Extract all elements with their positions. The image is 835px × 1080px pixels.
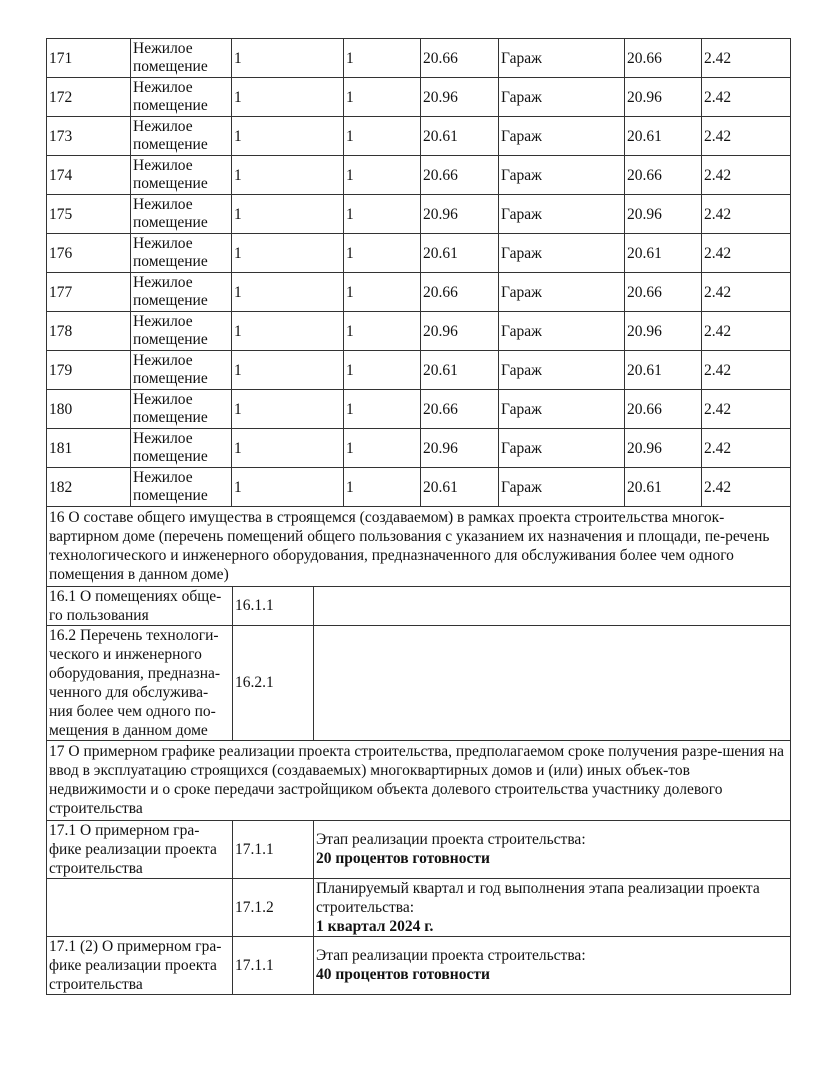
unit-number-cell: 173: [47, 117, 131, 156]
section-17-1-value-bold: 20 процентов готовности: [316, 850, 490, 867]
unit-purpose-cell: Гараж: [499, 234, 625, 273]
section-17-1-2nd-value-bold: 40 процентов готовности: [316, 966, 490, 983]
unit-number-cell: 180: [47, 390, 131, 429]
section-16-table: [46, 506, 791, 995]
unit-col4-cell: 1: [344, 39, 421, 78]
unit-type-cell: Нежилое помещение: [131, 195, 232, 234]
section-17-1-2-value-bold: 1 квартал 2024 г.: [316, 917, 434, 935]
table-row: [47, 39, 791, 78]
section-17-1-2-label: [47, 878, 233, 936]
unit-col3-cell: 1: [232, 78, 344, 117]
table-row: [47, 78, 791, 117]
section-16-2-code: 16.2.1: [233, 625, 314, 740]
unit-type-cell: Нежилое помещение: [131, 468, 232, 507]
unit-type-cell: Нежилое помещение: [131, 429, 232, 468]
unit-purpose-cell: Гараж: [499, 390, 625, 429]
unit-col3-cell: 1: [232, 117, 344, 156]
section-17-1-2nd-value-label: Этап реализации проекта строительства:: [316, 947, 586, 964]
section-16-1-label: 16.1 О помещениях обще-го пользования: [47, 586, 233, 625]
unit-area-cell: 20.61: [421, 351, 499, 390]
unit-type-cell: Нежилое помещение: [131, 39, 232, 78]
unit-type-cell: Нежилое помещение: [131, 390, 232, 429]
units-table-body: [47, 39, 791, 507]
unit-col4-cell: 1: [344, 312, 421, 351]
unit-number-cell: 182: [47, 468, 131, 507]
unit-area-2-cell: 20.61: [625, 468, 702, 507]
unit-col4-cell: 1: [344, 117, 421, 156]
table-row: [47, 156, 791, 195]
unit-col3-cell: 1: [232, 273, 344, 312]
section-17-1-row: [47, 820, 791, 878]
unit-col4-cell: 1: [344, 195, 421, 234]
table-row: [47, 390, 791, 429]
unit-col3-cell: 1: [232, 468, 344, 507]
unit-number-cell: 181: [47, 429, 131, 468]
table-row: [47, 312, 791, 351]
section-16-1-row: [47, 586, 791, 625]
unit-area-2-cell: 20.66: [625, 273, 702, 312]
unit-area-cell: 20.61: [421, 117, 499, 156]
section-16-2-value: [314, 625, 791, 740]
unit-col3-cell: 1: [232, 39, 344, 78]
section-16-header-row: [47, 506, 791, 586]
unit-col4-cell: 1: [344, 234, 421, 273]
section-17-1-2-value: [314, 878, 791, 936]
unit-height-cell: 2.42: [702, 429, 791, 468]
unit-number-cell: 171: [47, 39, 131, 78]
unit-height-cell: 2.42: [702, 468, 791, 507]
unit-number-cell: 179: [47, 351, 131, 390]
section-16-heading: 16 О составе общего имущества в строящемся (создаваемом) в рамках проекта строительства многок-вартирном доме (перечень помещений общего пользования с указанием их назначения и площади, пе-речень технологического и инженерного оборудования, предназначенного для обслуживания более чем одного помещения в данном доме): [47, 506, 791, 586]
unit-number-cell: 178: [47, 312, 131, 351]
unit-col3-cell: 1: [232, 312, 344, 351]
unit-area-cell: 20.66: [421, 156, 499, 195]
unit-area-cell: 20.66: [421, 390, 499, 429]
unit-type-cell: Нежилое помещение: [131, 234, 232, 273]
unit-area-cell: 20.61: [421, 234, 499, 273]
table-row: [47, 351, 791, 390]
section-17-1-value: [314, 820, 791, 878]
unit-col4-cell: 1: [344, 78, 421, 117]
unit-height-cell: 2.42: [702, 312, 791, 351]
section-17-1-label: 17.1 О примерном гра-фике реализации проекта строительства: [47, 820, 233, 878]
unit-col4-cell: 1: [344, 468, 421, 507]
unit-area-cell: 20.96: [421, 312, 499, 351]
section-17-heading: 17 О примерном графике реализации проекта строительства, предполагаемом сроке получения разре-шения на ввод в эксплуатацию строящихся (создаваемых) многоквартирных домов и (или) иных объек-тов недвижимости и о сроке передачи застройщиком объекта долевого строительства участнику долевого строительства: [47, 740, 791, 820]
unit-area-cell: 20.66: [421, 273, 499, 312]
unit-col4-cell: 1: [344, 273, 421, 312]
table-row: [47, 429, 791, 468]
unit-type-cell: Нежилое помещение: [131, 78, 232, 117]
unit-height-cell: 2.42: [702, 195, 791, 234]
units-table: [46, 38, 791, 507]
unit-number-cell: 177: [47, 273, 131, 312]
unit-col3-cell: 1: [232, 234, 344, 273]
unit-col3-cell: 1: [232, 195, 344, 234]
unit-col3-cell: 1: [232, 390, 344, 429]
unit-height-cell: 2.42: [702, 390, 791, 429]
unit-purpose-cell: Гараж: [499, 39, 625, 78]
section-17-1-2nd-row: [47, 936, 791, 994]
unit-type-cell: Нежилое помещение: [131, 351, 232, 390]
unit-area-cell: 20.96: [421, 195, 499, 234]
unit-area-2-cell: 20.96: [625, 429, 702, 468]
section-16-1-value: [314, 586, 791, 625]
unit-height-cell: 2.42: [702, 78, 791, 117]
section-16-1-code: 16.1.1: [233, 586, 314, 625]
section-17-1-2nd-label: 17.1 (2) О примерном гра-фике реализации проекта строительства: [47, 936, 233, 994]
unit-purpose-cell: Гараж: [499, 312, 625, 351]
table-row: [47, 234, 791, 273]
unit-area-cell: 20.61: [421, 468, 499, 507]
unit-purpose-cell: Гараж: [499, 117, 625, 156]
unit-area-2-cell: 20.96: [625, 78, 702, 117]
unit-purpose-cell: Гараж: [499, 78, 625, 117]
unit-number-cell: 175: [47, 195, 131, 234]
unit-area-2-cell: 20.96: [625, 312, 702, 351]
unit-purpose-cell: Гараж: [499, 351, 625, 390]
unit-number-cell: 176: [47, 234, 131, 273]
unit-area-cell: 20.96: [421, 429, 499, 468]
section-17-1-2nd-value: [314, 936, 791, 994]
unit-area-cell: 20.96: [421, 78, 499, 117]
unit-area-2-cell: 20.61: [625, 351, 702, 390]
unit-purpose-cell: Гараж: [499, 273, 625, 312]
unit-height-cell: 2.42: [702, 234, 791, 273]
unit-area-cell: 20.66: [421, 39, 499, 78]
section-16-2-row: [47, 625, 791, 740]
unit-number-cell: 174: [47, 156, 131, 195]
unit-type-cell: Нежилое помещение: [131, 273, 232, 312]
section-17-header-row: [47, 740, 791, 820]
unit-col4-cell: 1: [344, 351, 421, 390]
section-17-1-value-label: Этап реализации проекта строительства:: [316, 831, 586, 848]
unit-height-cell: 2.42: [702, 273, 791, 312]
table-row: [47, 273, 791, 312]
unit-purpose-cell: Гараж: [499, 195, 625, 234]
unit-area-2-cell: 20.66: [625, 39, 702, 78]
unit-height-cell: 2.42: [702, 39, 791, 78]
unit-purpose-cell: Гараж: [499, 468, 625, 507]
table-row: [47, 195, 791, 234]
section-17-1-2-code: 17.1.2: [233, 878, 314, 936]
unit-number-cell: 172: [47, 78, 131, 117]
unit-height-cell: 2.42: [702, 351, 791, 390]
section-17-1-2-value-label: Планируемый квартал и год выполнения этапа реализации проекта строительства:: [316, 879, 760, 916]
unit-col3-cell: 1: [232, 156, 344, 195]
section-16-2-label: 16.2 Перечень технологи-ческого и инженерного оборудования, предназна-ченного для обслужива-ния более чем одного по-мещения в данном доме: [47, 625, 233, 740]
unit-col3-cell: 1: [232, 429, 344, 468]
table-row: [47, 117, 791, 156]
unit-col3-cell: 1: [232, 351, 344, 390]
unit-purpose-cell: Гараж: [499, 156, 625, 195]
unit-area-2-cell: 20.61: [625, 234, 702, 273]
unit-area-2-cell: 20.61: [625, 117, 702, 156]
unit-height-cell: 2.42: [702, 156, 791, 195]
unit-area-2-cell: 20.66: [625, 156, 702, 195]
unit-area-2-cell: 20.66: [625, 390, 702, 429]
unit-height-cell: 2.42: [702, 117, 791, 156]
unit-area-2-cell: 20.96: [625, 195, 702, 234]
unit-col4-cell: 1: [344, 429, 421, 468]
document-page: [46, 38, 790, 995]
unit-col4-cell: 1: [344, 156, 421, 195]
section-17-1-code: 17.1.1: [233, 820, 314, 878]
section-17-1-2-row: [47, 878, 791, 936]
unit-type-cell: Нежилое помещение: [131, 312, 232, 351]
table-row: [47, 468, 791, 507]
unit-type-cell: Нежилое помещение: [131, 117, 232, 156]
unit-purpose-cell: Гараж: [499, 429, 625, 468]
section-17-1-2nd-code: 17.1.1: [233, 936, 314, 994]
unit-col4-cell: 1: [344, 390, 421, 429]
unit-type-cell: Нежилое помещение: [131, 156, 232, 195]
